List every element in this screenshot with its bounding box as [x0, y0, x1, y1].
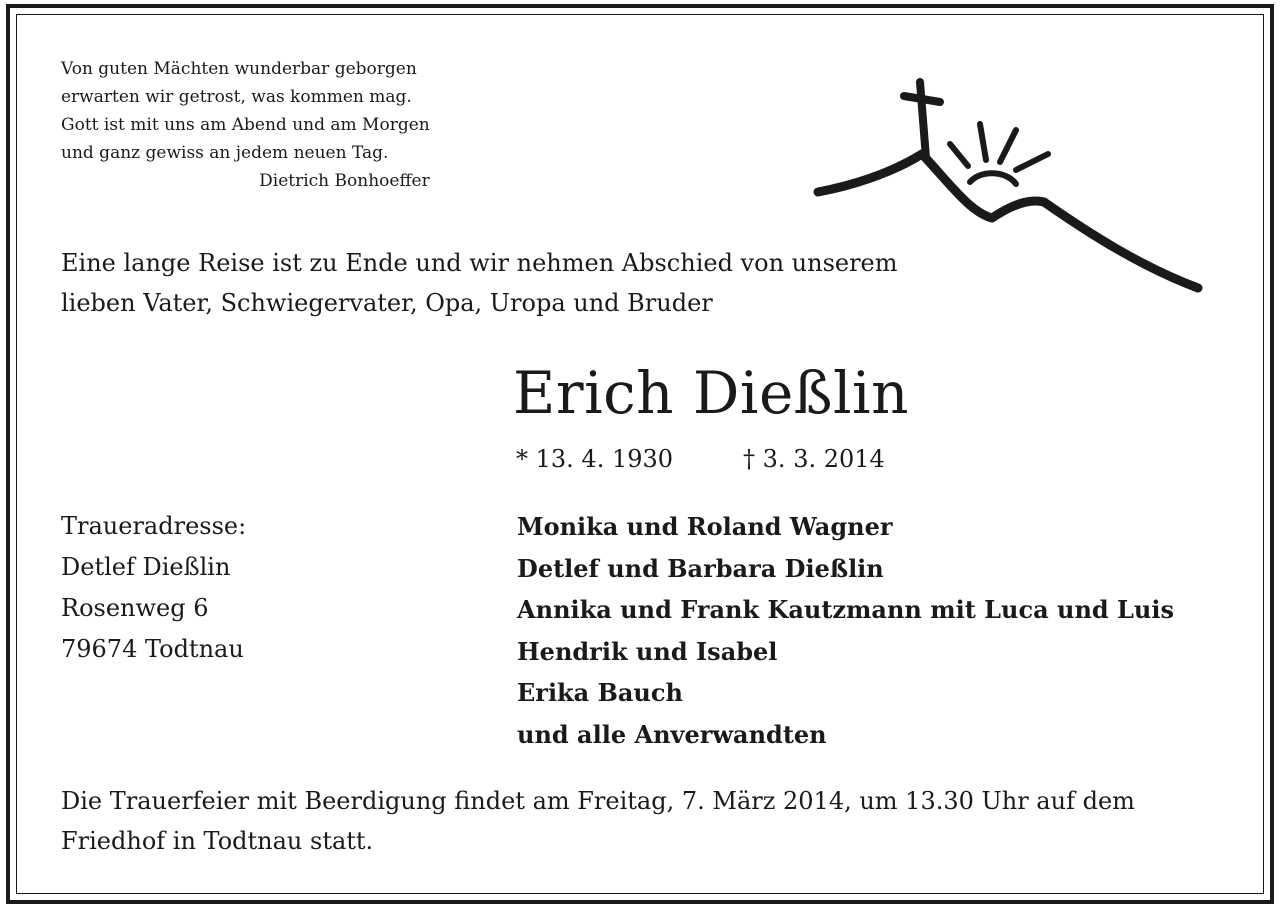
mourning-address: [61, 506, 246, 670]
mourner-entry: Detlef und Barbara Dießlin: [517, 553, 884, 583]
address-label: Traueradresse:: [61, 512, 247, 540]
life-dates: [516, 442, 885, 476]
death-date: † 3. 3. 2014: [743, 445, 885, 473]
intro-text: [61, 243, 898, 323]
poem-line: und ganz gewiss an jedem neuen Tag.: [61, 143, 389, 163]
mourners-list: [517, 506, 1174, 755]
poem-quote: [61, 55, 430, 195]
mourner-entry: Erika Bauch: [517, 678, 683, 707]
birth-date: * 13. 4. 1930: [516, 445, 674, 473]
poem-line: Von guten Mächten wunderbar geborgen: [61, 59, 417, 79]
service-line: Die Trauerfeier mit Beerdigung findet am Freitag, 7. März 2014, um 13.30 Uhr auf dem: [61, 787, 1135, 815]
mourner-entry: Annika und Frank Kautzmann mit Luca und Luis: [517, 595, 1175, 624]
service-line: Friedhof in Todtnau statt.: [61, 827, 374, 855]
mourner-entry: und alle Anverwandten: [517, 719, 827, 749]
address-line: 79674 Todtnau: [61, 635, 244, 663]
intro-line: lieben Vater, Schwiegervater, Opa, Uropa und Bruder: [61, 289, 713, 317]
poem-author: Dietrich Bonhoeffer: [259, 171, 430, 191]
mourner-entry: Hendrik und Isabel: [517, 636, 778, 666]
funeral-service-info: [61, 781, 1135, 861]
deceased-name: Erich Dießlin: [513, 359, 909, 427]
mourner-entry: Monika und Roland Wagner: [517, 512, 893, 541]
address-line: Detlef Dießlin: [61, 553, 231, 581]
intro-line: Eine lange Reise ist zu Ende und wir nehmen Abschied von unserem: [61, 249, 898, 277]
poem-line: Gott ist mit uns am Abend und am Morgen: [61, 115, 430, 135]
address-line: Rosenweg 6: [61, 594, 209, 622]
poem-line: erwarten wir getrost, was kommen mag.: [61, 87, 412, 107]
